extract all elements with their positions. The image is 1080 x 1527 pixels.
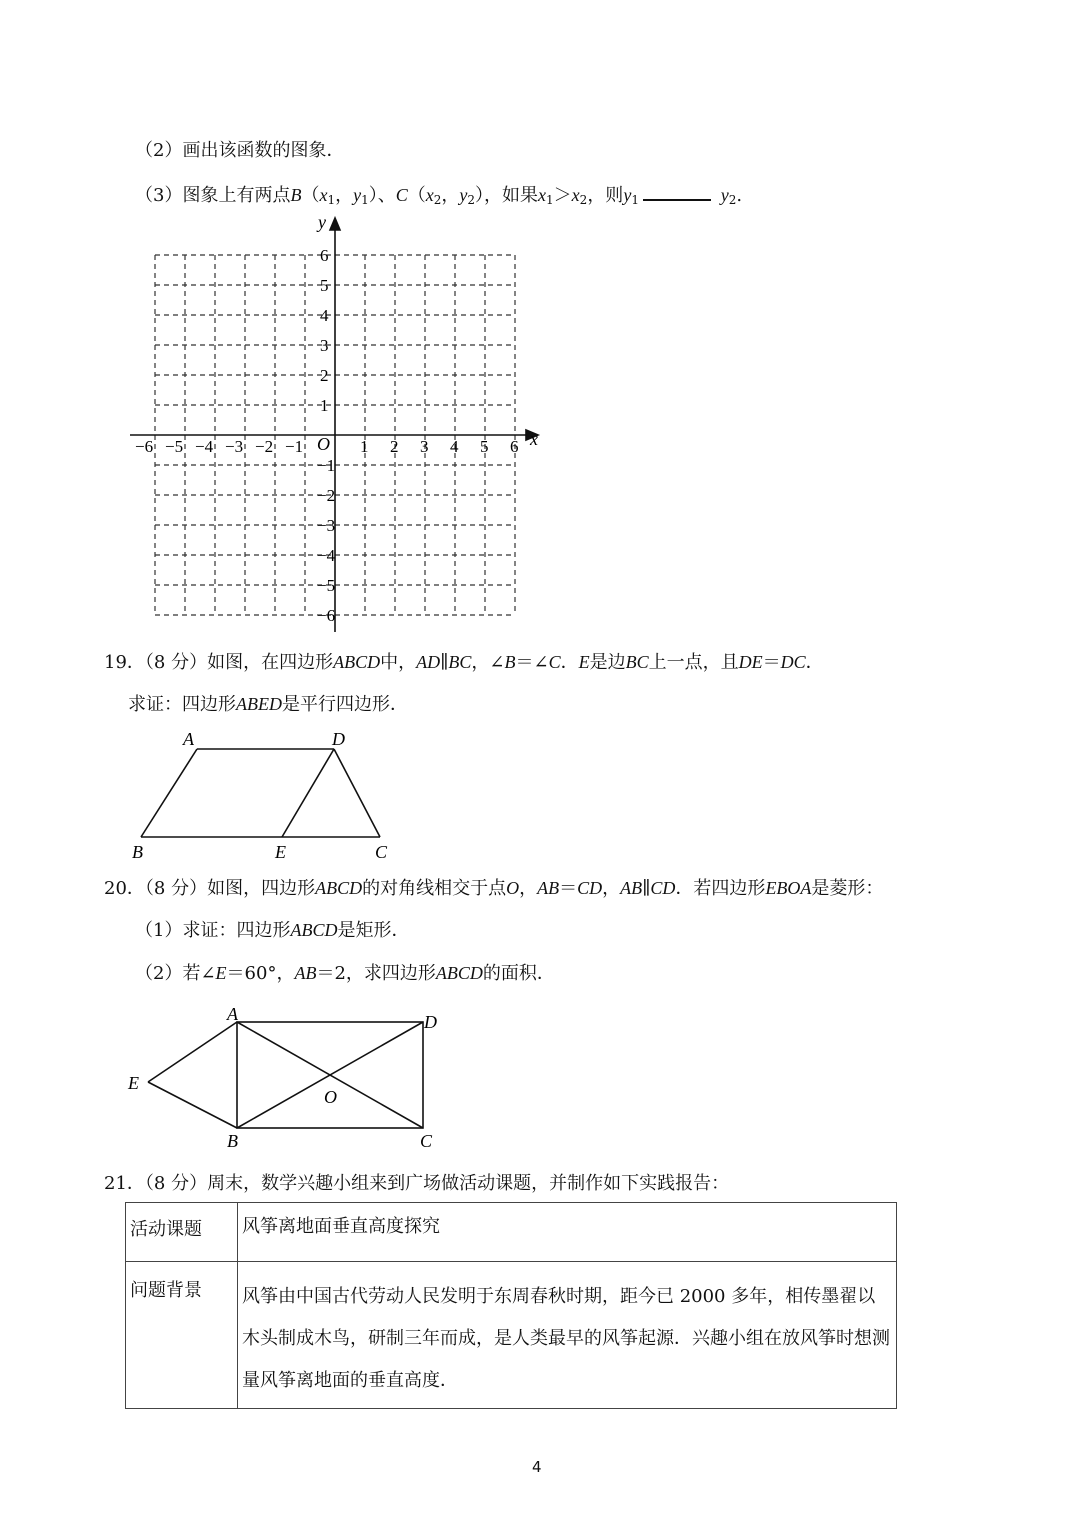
- q20-part1-tail: 是矩形．: [337, 920, 410, 941]
- x-tick-label: 2: [390, 437, 399, 456]
- segment-EA: [148, 1022, 237, 1082]
- q20-text-a: 的对角线相交于点: [362, 878, 507, 899]
- q19-text-d: 是边: [589, 652, 626, 673]
- q19-c: C: [548, 652, 561, 672]
- y-axis-label: y: [318, 212, 326, 232]
- label-D: D: [332, 729, 345, 749]
- x-tick-label: −1: [285, 437, 304, 456]
- origin-label: O: [317, 434, 330, 454]
- q19-text-c: ．: [560, 652, 579, 673]
- q20-part2-quad: ABCD: [435, 963, 483, 983]
- label-E: E: [128, 1073, 139, 1093]
- y-tick-label: −4: [317, 546, 336, 565]
- y-tick-label: 4: [320, 306, 329, 325]
- q20-ab2: AB: [620, 878, 643, 898]
- x-tick-label: −3: [225, 437, 244, 456]
- y-tick-label: −5: [317, 576, 336, 595]
- x-tick-label: 5: [480, 437, 489, 456]
- q20-part2-e: E: [215, 963, 227, 983]
- y-tick-label: 5: [320, 276, 329, 295]
- q20-part2-tail: 的面积．: [482, 963, 555, 984]
- x-tick-label: 3: [420, 437, 429, 456]
- q18-part3-lead: （3）图象上有两点: [135, 185, 291, 206]
- q18-then: ，则: [587, 185, 624, 206]
- coordinate-grid: [0, 0, 1080, 650]
- q19-prove-quad: ABED: [236, 694, 282, 714]
- table-row: [126, 1203, 897, 1262]
- x-tick-label: −2: [255, 437, 274, 456]
- row-content-topic: 风筝离地面垂直高度探究: [237, 1203, 896, 1262]
- q20-cd2: CD: [650, 878, 676, 898]
- q20-number: 20．（8 分）如图，四边形: [104, 878, 316, 899]
- x-tick-label: 1: [360, 437, 369, 456]
- q19-statement: [104, 650, 824, 675]
- q20-text-b: ，: [519, 878, 538, 899]
- q21-intro: 21．（8 分）周末，数学兴趣小组来到广场做活动课题，并制作如下实践报告：: [104, 1173, 730, 1194]
- q20-part1-lead: （1）求证：四边形: [135, 920, 291, 941]
- x-tick-label: −4: [195, 437, 214, 456]
- segment-AB: [141, 749, 197, 837]
- q19-b: B: [504, 652, 516, 672]
- table-row: [126, 1262, 897, 1409]
- q20-eboa: EBOA: [765, 878, 812, 898]
- q19-prove-tail: 是平行四边形．: [281, 694, 408, 715]
- q19-eq: ＝∠: [515, 652, 549, 673]
- y-axis-arrow: [330, 218, 340, 230]
- q20-eq: ＝: [559, 878, 578, 899]
- label-A: A: [183, 729, 194, 749]
- q19-text-f: ．: [805, 652, 824, 673]
- y-tick-label: −3: [317, 516, 336, 535]
- q19-prove: [128, 692, 408, 717]
- q18-end: .: [736, 185, 743, 206]
- q19-ad: AD: [416, 652, 441, 672]
- q20-part2-val: ＝2，求四边形: [316, 963, 436, 984]
- label-B: B: [132, 842, 143, 862]
- axes: [130, 218, 538, 632]
- q18-part2: （2）画出该函数的图象．: [135, 140, 345, 161]
- q20-text-d: ．若四边形: [675, 878, 766, 899]
- label-E: E: [275, 842, 286, 862]
- q20-text-e: 是菱形：: [811, 878, 884, 899]
- q20-cd: CD: [577, 878, 603, 898]
- y-tick-label: 6: [320, 246, 329, 265]
- q19-text-e: 上一点，且: [648, 652, 739, 673]
- row-content-background: 风筝由中国古代劳动人民发明于东周春秋时期，距今已 2000 多年，相传墨翟以木头制成木鸟，研制三年而成，是人类最早的风筝起源．兴趣小组在放风筝时想测量风筝离地面的垂直高度．: [237, 1262, 896, 1409]
- q18-mid: ，如果: [484, 185, 539, 206]
- label-C: C: [420, 1131, 433, 1151]
- q20-part1: [135, 918, 409, 943]
- q19-par: ∥: [440, 652, 449, 673]
- q20-figure: [0, 1000, 1080, 1160]
- label-B: B: [227, 1131, 238, 1151]
- q20-ab: AB: [537, 878, 560, 898]
- q20-part1-quad: ABCD: [290, 920, 338, 940]
- q20-text-c: ，: [602, 878, 621, 899]
- q19-e: E: [578, 652, 590, 672]
- segment-EB: [148, 1082, 237, 1128]
- label-C: C: [375, 842, 388, 862]
- point-B-label: B: [290, 185, 302, 205]
- y-tick-label: −1: [317, 456, 336, 475]
- q19-eq2: ＝: [762, 652, 781, 673]
- x-tick-label: 6: [510, 437, 519, 456]
- q20-statement: [104, 876, 883, 901]
- label-D: D: [424, 1012, 437, 1032]
- y-tick-label: −6: [317, 606, 336, 625]
- q19-bc: BC: [448, 652, 472, 672]
- q20-quad: ABCD: [315, 878, 363, 898]
- row-header-background: 问题背景: [126, 1262, 238, 1409]
- q20-part2-ab: AB: [294, 963, 317, 983]
- q19-bc2: BC: [625, 652, 649, 672]
- label-A: A: [227, 1004, 238, 1024]
- page-number: 4: [532, 1458, 542, 1476]
- y-tick-label: −2: [317, 486, 336, 505]
- segment-DC: [334, 749, 380, 837]
- point-C-label: C: [395, 185, 408, 205]
- y-tick-label: 2: [320, 366, 329, 385]
- q19-figure: [0, 720, 1080, 870]
- y-tick-label: 1: [320, 396, 329, 415]
- label-O: O: [324, 1087, 337, 1107]
- q19-dc: DC: [780, 652, 806, 672]
- q19-text-a: 中，: [380, 652, 417, 673]
- practice-report-table: [125, 1202, 897, 1409]
- q19-text-b: ，∠: [471, 652, 505, 673]
- q19-quad: ABCD: [333, 652, 381, 672]
- q20-part2-eq: ＝60°，: [226, 963, 295, 984]
- q18-sep: 、: [377, 185, 396, 206]
- q20-part2-lead: （2）若∠: [135, 963, 216, 984]
- x-axis-label: x: [530, 429, 538, 449]
- x-tick-label: −5: [165, 437, 184, 456]
- q18-part3: （3）图象上有两点$B(x_1$，$y_1$）、$C(x_2$，$y_2$），如果$x_1>x_2$，则$y_1$ $y_2$.: [135, 185, 743, 207]
- x-tick-label: 4: [450, 437, 459, 456]
- q19-number: 19．（8 分）如图，在四边形: [104, 652, 334, 673]
- segment-DE: [282, 749, 334, 837]
- y-tick-label: 3: [320, 336, 329, 355]
- q19-prove-lead: 求证：四边形: [128, 694, 236, 715]
- q20-part2: [135, 961, 555, 986]
- q19-de: DE: [738, 652, 763, 672]
- q20-o: O: [506, 878, 520, 898]
- x-tick-label: −6: [135, 437, 154, 456]
- q20-par: ∥: [642, 878, 651, 899]
- row-header-topic: 活动课题: [126, 1203, 238, 1262]
